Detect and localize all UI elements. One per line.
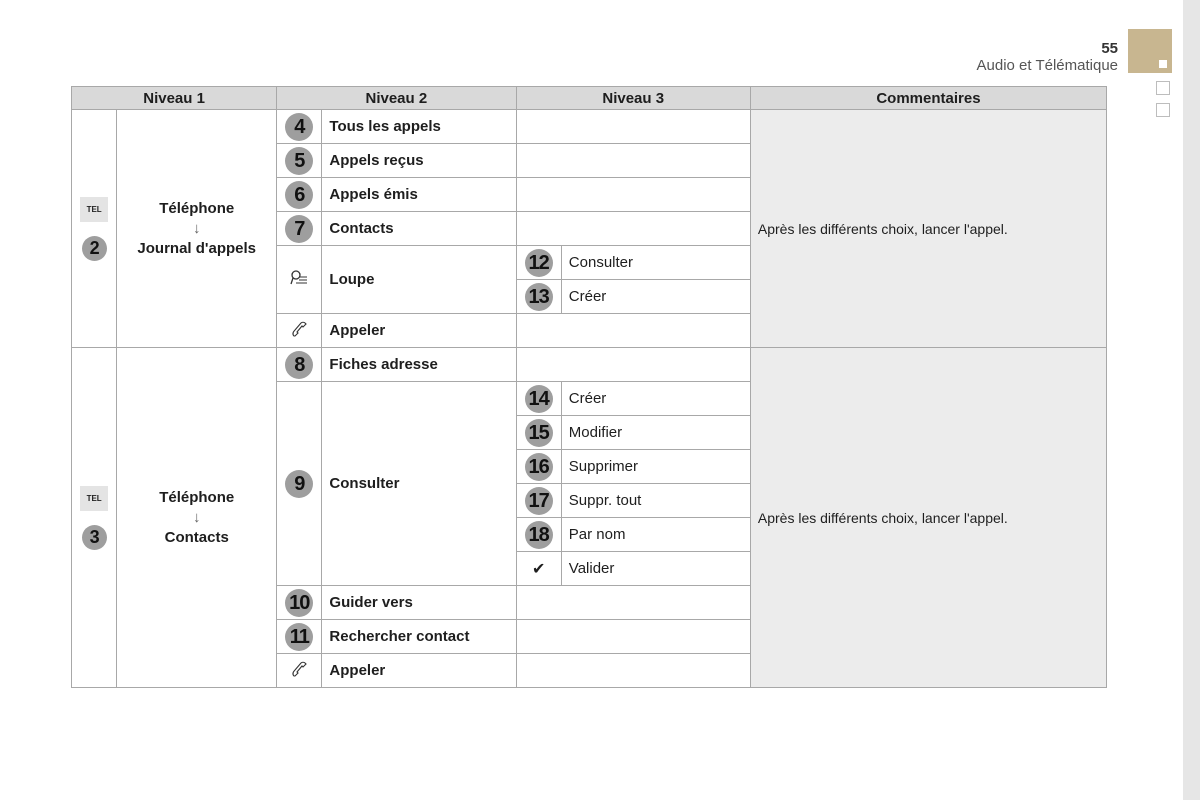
- submenu-item-label[interactable]: Par nom: [561, 518, 750, 552]
- icon-cell: [277, 654, 322, 688]
- step-badge: 16: [525, 453, 553, 481]
- group2-icons-cell: [72, 348, 117, 688]
- badge-cell: [277, 178, 322, 212]
- magnifier-list-icon: [290, 269, 308, 287]
- submenu-item-label[interactable]: Créer: [561, 382, 750, 416]
- menu-item-label[interactable]: Loupe: [322, 246, 516, 314]
- icon-cell: [277, 314, 322, 348]
- empty-level3-cell: [516, 586, 750, 620]
- comment-cell: Après les différents choix, lancer l'appel.: [750, 348, 1106, 688]
- column-header-commentaires: Commentaires: [750, 87, 1106, 110]
- page-number: 55: [1101, 40, 1118, 57]
- badge-cell: [277, 348, 322, 382]
- menu-item-label[interactable]: Appeler: [322, 654, 516, 688]
- step-badge: 8: [285, 351, 313, 379]
- menu-table: [71, 86, 1107, 688]
- badge-cell: [516, 416, 561, 450]
- level1-title: Téléphone: [159, 488, 235, 506]
- column-header-niveau3: Niveau 3: [516, 87, 750, 110]
- section-tab-active[interactable]: [1128, 29, 1172, 73]
- level1-subtitle: Journal d'appels: [137, 239, 256, 257]
- badge-cell: [516, 280, 561, 314]
- step-badge: 12: [525, 249, 553, 277]
- badge-cell: [277, 144, 322, 178]
- badge-cell: [516, 518, 561, 552]
- badge-cell: [277, 620, 322, 654]
- menu-item-label[interactable]: Rechercher contact: [322, 620, 516, 654]
- menu-item-label[interactable]: Guider vers: [322, 586, 516, 620]
- group2-level1-cell: [117, 348, 277, 688]
- empty-level3-cell: [516, 110, 750, 144]
- badge-cell: [516, 382, 561, 416]
- step-badge: 14: [525, 385, 553, 413]
- step-badge: 4: [285, 113, 313, 141]
- step-badge: 10: [285, 589, 313, 617]
- step-badge: 15: [525, 419, 553, 447]
- checkmark-icon: ✔: [531, 560, 546, 578]
- empty-level3-cell: [516, 212, 750, 246]
- step-badge: 9: [285, 470, 313, 498]
- menu-item-label[interactable]: Tous les appels: [322, 110, 516, 144]
- step-badge: 17: [525, 487, 553, 515]
- menu-item-label[interactable]: Appels reçus: [322, 144, 516, 178]
- submenu-item-label[interactable]: Supprimer: [561, 450, 750, 484]
- step-badge: 6: [285, 181, 313, 209]
- phone-handset-icon: [290, 320, 308, 338]
- empty-level3-cell: [516, 144, 750, 178]
- step-badge: 11: [285, 623, 313, 651]
- arrow-down-icon: ↓: [192, 219, 201, 237]
- page-edge-strip: [1183, 0, 1200, 800]
- badge-cell: [516, 484, 561, 518]
- comment-cell: Après les différents choix, lancer l'appel.: [750, 110, 1106, 348]
- empty-level3-cell: [516, 314, 750, 348]
- step-badge: 5: [285, 147, 313, 175]
- tab-marker-icon: [1159, 60, 1167, 68]
- column-header-niveau2: Niveau 2: [277, 87, 516, 110]
- step-badge: 18: [525, 521, 553, 549]
- badge-cell: [277, 212, 322, 246]
- submenu-item-label[interactable]: Valider: [561, 552, 750, 586]
- step-badge: 3: [82, 525, 107, 550]
- empty-level3-cell: [516, 178, 750, 212]
- menu-item-label[interactable]: Appels émis: [322, 178, 516, 212]
- empty-level3-cell: [516, 654, 750, 688]
- menu-item-label[interactable]: Fiches adresse: [322, 348, 516, 382]
- submenu-item-label[interactable]: Suppr. tout: [561, 484, 750, 518]
- level1-subtitle: Contacts: [164, 528, 229, 546]
- menu-item-label[interactable]: Contacts: [322, 212, 516, 246]
- section-tab-2[interactable]: [1156, 81, 1170, 95]
- step-badge: 13: [525, 283, 553, 311]
- arrow-down-icon: ↓: [192, 508, 201, 526]
- section-title: Audio et Télématique: [976, 57, 1118, 74]
- group1-icons-cell: [72, 110, 117, 348]
- icon-cell: [277, 246, 322, 314]
- badge-cell: [277, 586, 322, 620]
- menu-item-label[interactable]: Consulter: [322, 382, 516, 586]
- submenu-item-label[interactable]: Consulter: [561, 246, 750, 280]
- badge-cell: [277, 382, 322, 586]
- column-header-niveau1: Niveau 1: [72, 87, 277, 110]
- tel-icon: TEL: [80, 486, 108, 511]
- group1-level1-cell: [117, 110, 277, 348]
- menu-item-label[interactable]: Appeler: [322, 314, 516, 348]
- step-badge: 2: [82, 236, 107, 261]
- step-badge: 7: [285, 215, 313, 243]
- badge-cell: [277, 110, 322, 144]
- section-tab-3[interactable]: [1156, 103, 1170, 117]
- empty-level3-cell: [516, 348, 750, 382]
- level1-title: Téléphone: [159, 199, 235, 217]
- empty-level3-cell: [516, 620, 750, 654]
- badge-cell: [516, 450, 561, 484]
- submenu-item-label[interactable]: Créer: [561, 280, 750, 314]
- icon-cell: [516, 552, 561, 586]
- phone-handset-icon: [290, 660, 308, 678]
- tel-icon: TEL: [80, 197, 108, 222]
- badge-cell: [516, 246, 561, 280]
- submenu-item-label[interactable]: Modifier: [561, 416, 750, 450]
